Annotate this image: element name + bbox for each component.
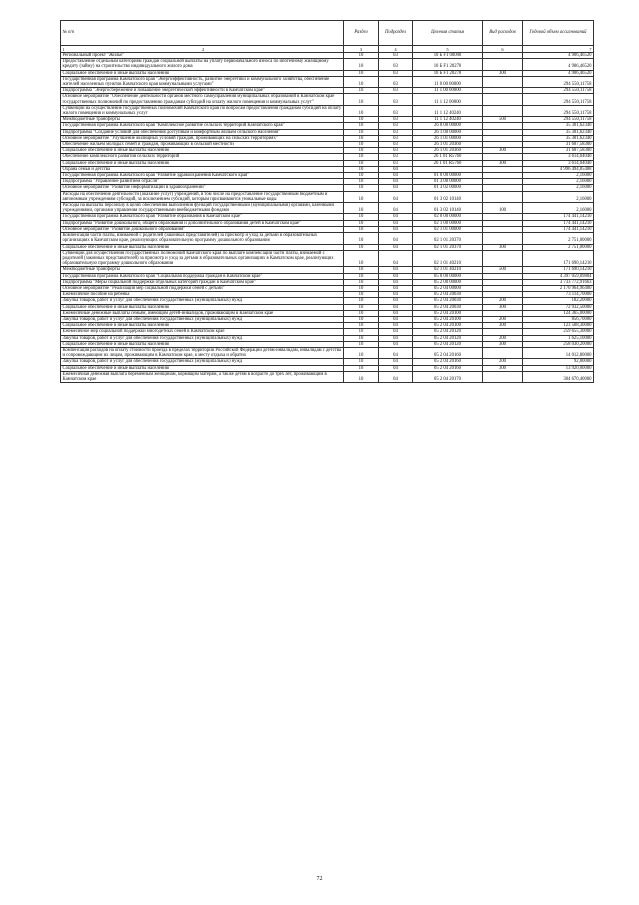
column-number-2: 2	[202, 46, 205, 52]
row-subsection: 03	[379, 154, 413, 160]
row-name: Социальное обеспечение и иные выплаты населению	[61, 148, 344, 154]
row-subsection: 04	[379, 292, 413, 298]
column-number	[61, 46, 344, 53]
row-section: 10	[344, 233, 379, 244]
row-annual-volume: 304 670,40000	[523, 371, 594, 382]
table-row	[61, 203, 594, 214]
row-expense-type: 300	[483, 304, 523, 310]
row-subsection: 03	[379, 105, 413, 116]
row-section: 10	[344, 59, 379, 70]
row-article: 01 0 00 00000	[413, 173, 483, 179]
header-expense-type: Вид расходов	[483, 21, 523, 46]
row-name: Основное мероприятие "Обеспечение деятельности органов местного самоуправления муниципальных образований в Камчатском крае государственных полномочий по предоставлению гражданам субсидий на оплату жилого помещения и коммунальных услуг"	[61, 94, 344, 105]
row-article: 11 1 12 00000	[413, 94, 483, 105]
column-number-7: 7	[523, 46, 594, 53]
row-article: 05 2 04 20160	[413, 359, 483, 365]
column-number-1: 1	[62, 46, 65, 52]
table-row	[61, 371, 594, 382]
row-subsection: 04	[379, 244, 413, 250]
row-expense-type: 300	[483, 323, 523, 329]
row-expense-type: 300	[483, 341, 523, 347]
row-expense-type: 100	[483, 203, 523, 214]
row-section: 10	[344, 226, 379, 232]
row-annual-volume: 35 301,62340	[523, 129, 594, 135]
row-name: Основное мероприятие "Улучшение жилищных условий граждан, проживающих на сельских территориях"	[61, 135, 344, 141]
row-name: Социальное обеспечение и иные выплаты населению	[61, 244, 344, 250]
row-name: Основное мероприятие "Развитие информатизации в здравоохранении"	[61, 185, 344, 191]
row-article: 05 2 00 00000	[413, 279, 483, 285]
row-section: 10	[344, 359, 379, 365]
row-section: 10	[344, 316, 379, 322]
row-subsection: 04	[379, 273, 413, 279]
row-article: 26 1 01 R5760	[413, 160, 483, 166]
row-annual-volume: 2,16000	[523, 203, 594, 214]
row-name: Подпрограмма "Управление развитием отрасли"	[61, 179, 344, 185]
row-annual-volume: 1 625,10000	[523, 335, 594, 341]
row-name: Государственная программа Камчатского края "Развитие здравоохранения Камчатского края"	[61, 173, 344, 179]
row-subsection: 04	[379, 347, 413, 358]
row-name: Межбюджетные трансферты	[61, 117, 344, 123]
row-expense-type: 500	[483, 267, 523, 273]
row-article: 11 1 12 40240	[413, 105, 483, 116]
row-expense-type	[483, 59, 523, 70]
row-section: 10	[344, 267, 379, 273]
row-annual-volume: 259 655,30000	[523, 329, 594, 335]
row-subsection: 03	[379, 76, 413, 87]
column-number-6: 6	[483, 46, 523, 53]
row-article: 05 2 04 20100	[413, 316, 483, 322]
row-name: Закупка товаров, работ и услуг для обеспечения государственных (муниципальных) нужд	[61, 359, 344, 365]
header-article: Целевая статья	[413, 21, 483, 46]
row-section: 10	[344, 365, 379, 371]
row-subsection: 04	[379, 329, 413, 335]
row-subsection: 03	[379, 53, 413, 59]
row-annual-volume: 4 906,46520	[523, 70, 594, 76]
row-expense-type	[483, 250, 523, 267]
row-subsection: 03	[379, 160, 413, 166]
row-name: Государственная программа Камчатского края "Социальная поддержка граждан в Камчатском крае"	[61, 273, 344, 279]
row-expense-type	[483, 347, 523, 358]
row-name: Основное мероприятие "Реализация мер социальной поддержки семей с детьми"	[61, 285, 344, 291]
column-number-3: 3	[344, 46, 379, 53]
row-name: Региональный проект "Жилье"	[61, 53, 344, 59]
row-article: 26 0 00 00000	[413, 123, 483, 129]
row-section: 10	[344, 70, 379, 76]
row-name: Закупка товаров, работ и услуг для обеспечения государственных (муниципальных) нужд	[61, 298, 344, 304]
row-name: Социальное обеспечение и иные выплаты населению	[61, 323, 344, 329]
row-annual-volume: 2,16000	[523, 173, 594, 179]
row-article: 02 0 00 00000	[413, 214, 483, 220]
row-article: 01 3 02 00000	[413, 185, 483, 191]
row-expense-type	[483, 94, 523, 105]
row-annual-volume: 72 932,50000	[523, 304, 594, 310]
row-annual-volume: 4 906,46520	[523, 59, 594, 70]
row-name: Социальное обеспечение и иные выплаты населению	[61, 160, 344, 166]
row-section: 10	[344, 148, 379, 154]
row-subsection: 04	[379, 365, 413, 371]
row-name: Подпрограмма "Создание условий для обеспечения доступным и комфортным жильем сельского населения"	[61, 129, 344, 135]
row-article: 05 2 04 20030	[413, 304, 483, 310]
row-subsection: 04	[379, 279, 413, 285]
row-subsection: 03	[379, 70, 413, 76]
row-section: 10	[344, 323, 379, 329]
row-annual-volume: 294 550,11758	[523, 117, 594, 123]
row-article: 05 2 04 20100	[413, 310, 483, 316]
table-row	[61, 94, 594, 105]
row-annual-volume: 258 030,20000	[523, 341, 594, 347]
row-annual-volume: 92,80000	[523, 359, 594, 365]
row-article: 26 1 01 20360	[413, 148, 483, 154]
row-subsection: 04	[379, 191, 413, 202]
row-annual-volume: 4 996 494,85488	[523, 166, 594, 172]
row-name: Социальное обеспечение и иные выплаты населению	[61, 365, 344, 371]
row-name: Подпрограмма "Энергосбережение и повышение энергетической эффективности в Камчатском крае"	[61, 88, 344, 94]
row-subsection: 04	[379, 310, 413, 316]
row-subsection: 04	[379, 214, 413, 220]
row-article: 05 2 04 20030	[413, 298, 483, 304]
row-article: 11 1 00 00000	[413, 88, 483, 94]
row-name: Ежемесячное пособие на ребенка	[61, 292, 344, 298]
row-article: 01 3 00 00000	[413, 179, 483, 185]
row-subsection: 03	[379, 94, 413, 105]
row-section: 10	[344, 94, 379, 105]
row-expense-type	[483, 191, 523, 202]
row-name: Социальное обеспечение и иные выплаты населению	[61, 304, 344, 310]
row-article: 10 Б F1 20270	[413, 59, 483, 70]
row-subsection: 04	[379, 250, 413, 267]
row-section: 10	[344, 329, 379, 335]
row-section: 10	[344, 154, 379, 160]
row-subsection: 03	[379, 59, 413, 70]
row-subsection: 04	[379, 341, 413, 347]
row-name: Подпрограмма "Меры социальной поддержки отдельных категорий граждан в Камчатском крае"	[61, 279, 344, 285]
row-annual-volume: 2,16000	[523, 179, 594, 185]
row-annual-volume: 123 508,30000	[523, 323, 594, 329]
header-name: № п/п	[61, 21, 344, 46]
row-annual-volume: 294 550,11758	[523, 88, 594, 94]
table-row	[61, 191, 594, 202]
row-article: 10 Б F1 00000	[413, 53, 483, 59]
row-subsection: 04	[379, 267, 413, 273]
table-row	[61, 76, 594, 87]
row-subsection: 04	[379, 359, 413, 365]
row-annual-volume: 14 012,80000	[523, 347, 594, 358]
row-subsection: 04	[379, 226, 413, 232]
row-subsection: 04	[379, 371, 413, 382]
table-row	[61, 105, 594, 116]
row-article: 02 1 00 00000	[413, 220, 483, 226]
row-name: Обеспечение комплексного развития сельских территорий	[61, 154, 344, 160]
row-section: 10	[344, 117, 379, 123]
row-annual-volume: 3 614,04040	[523, 160, 594, 166]
column-number-5: 5	[413, 46, 483, 53]
row-article: 05 2 04 20120	[413, 341, 483, 347]
row-name: Подпрограмма "Развитие дошкольного, общего образования и дополнительного образования детей в Камчатском крае"	[61, 220, 344, 226]
row-annual-volume: 294 550,11758	[523, 76, 594, 87]
row-section: 10	[344, 310, 379, 316]
row-section: 10	[344, 53, 379, 59]
row-article: 02 1 01 20370	[413, 244, 483, 250]
row-subsection: 04	[379, 166, 413, 172]
row-expense-type: 300	[483, 160, 523, 166]
row-article: 11 1 12 40240	[413, 117, 483, 123]
row-annual-volume: 31 687,58300	[523, 148, 594, 154]
row-name: Закупка товаров, работ и услуг для обеспечения государственных (муниципальных) нужд	[61, 316, 344, 322]
row-annual-volume: 2 751,00000	[523, 233, 594, 244]
row-expense-type: 200	[483, 316, 523, 322]
row-annual-volume: 4 397 059,09804	[523, 273, 594, 279]
column-number-4: 4	[379, 46, 413, 53]
row-section: 10	[344, 166, 379, 172]
table-row	[61, 347, 594, 358]
row-section: 10	[344, 244, 379, 250]
row-name: Межбюджетные трансферты	[61, 267, 344, 273]
row-expense-type	[483, 233, 523, 244]
row-subsection: 03	[379, 142, 413, 148]
row-annual-volume: 35 301,62340	[523, 135, 594, 141]
row-expense-type: 300	[483, 365, 523, 371]
row-expense-type	[483, 76, 523, 87]
row-section: 10	[344, 279, 379, 285]
row-annual-volume: 174 441,14210	[523, 220, 594, 226]
row-article: 26 1 01 00000	[413, 135, 483, 141]
row-name: Субвенции для осуществления государственных полномочий Камчатского края по выплате компенсации части платы, взимаемой с родителей (законных представителей) за присмотр и уход за детьми в образовательных организациях в Камчатском крае, реализующих образовательную программу дошкольного образования	[61, 250, 344, 267]
row-annual-volume: 294 550,11758	[523, 94, 594, 105]
row-article: 05 2 04 00000	[413, 285, 483, 291]
row-annual-volume: 2,16000	[523, 191, 594, 202]
row-article: 05 2 04 20030	[413, 292, 483, 298]
row-name: Социальное обеспечение и иные выплаты населению	[61, 341, 344, 347]
table-body	[61, 46, 594, 383]
row-annual-volume: 182,20000	[523, 298, 594, 304]
row-article: 02 1 01 00000	[413, 226, 483, 232]
row-annual-volume: 174 441,14210	[523, 214, 594, 220]
row-article: 05 2 04 20120	[413, 335, 483, 341]
row-name: Социальное обеспечение и иные выплаты населению	[61, 70, 344, 76]
row-name: Государственная программа Камчатского края "Комплексное развитие сельских территорий Камчатского края"	[61, 123, 344, 129]
row-article: 02 1 01 40210	[413, 250, 483, 267]
row-article: 05 2 04 20120	[413, 329, 483, 335]
row-subsection: 04	[379, 173, 413, 179]
row-section: 10	[344, 123, 379, 129]
row-subsection: 04	[379, 323, 413, 329]
row-article: 11 0 00 00000	[413, 76, 483, 87]
row-article: 05 2 04 20160	[413, 365, 483, 371]
row-subsection: 03	[379, 117, 413, 123]
row-annual-volume: 856,70000	[523, 316, 594, 322]
row-annual-volume: 3 733 772,91663	[523, 279, 594, 285]
row-subsection: 04	[379, 233, 413, 244]
row-section: 10	[344, 285, 379, 291]
row-name: Расходы на обеспечение деятельности (оказание услуг) учреждений, в том числе на предоставление государственным бюджетным и автономным учреждениям субсидий, за исключением субсидий, которым присваиваются уникальные коды	[61, 191, 344, 202]
row-name: Закупка товаров, работ и услуг для обеспечения государственных (муниципальных) нужд	[61, 335, 344, 341]
row-name: Ежемесячное мер социальной поддержки многодетных семей в Камчатском крае	[61, 329, 344, 335]
row-annual-volume: 13 920,00000	[523, 365, 594, 371]
row-section: 10	[344, 335, 379, 341]
row-article: 26 1 01 R5760	[413, 154, 483, 160]
row-section: 10	[344, 203, 379, 214]
row-subsection: 04	[379, 304, 413, 310]
row-article: 02 1 01 40210	[413, 267, 483, 273]
row-expense-type: 300	[483, 244, 523, 250]
row-subsection: 03	[379, 123, 413, 129]
row-section: 10	[344, 76, 379, 87]
table-row	[61, 233, 594, 244]
row-subsection: 04	[379, 335, 413, 341]
row-article: 01 3 02 10140	[413, 191, 483, 202]
row-annual-volume: 171 690,14210	[523, 250, 594, 267]
row-subsection: 04	[379, 220, 413, 226]
page-number: 72	[316, 876, 323, 882]
row-article: 05 0 00 00000	[413, 273, 483, 279]
row-section: 10	[344, 298, 379, 304]
row-annual-volume: 2 751,00000	[523, 244, 594, 250]
row-name: Компенсация части платы, взимаемой с родителей (законных представителей) за присмотр и уход за детьми в образовательных организациях в Камчатском крае, реализующих образовательную программу дошкольного образования	[61, 233, 344, 244]
row-annual-volume: 124 365,00000	[523, 310, 594, 316]
row-expense-type: 200	[483, 335, 523, 341]
row-annual-volume: 174 441,14210	[523, 226, 594, 232]
row-article: 01 3 02 10140	[413, 203, 483, 214]
row-section: 10	[344, 347, 379, 358]
row-expense-type: 500	[483, 117, 523, 123]
row-article: 10 Б F1 20270	[413, 70, 483, 76]
row-article: 26 1 01 20360	[413, 142, 483, 148]
row-expense-type: 300	[483, 70, 523, 76]
row-subsection: 03	[379, 148, 413, 154]
row-section: 10	[344, 88, 379, 94]
row-name: Субвенции на осуществление государственных полномочий Камчатского края по вопросам предоставления гражданам субсидий на оплату жилого помещения и коммунальных услуг	[61, 105, 344, 116]
row-expense-type: 200	[483, 298, 523, 304]
row-expense-type	[483, 105, 523, 116]
row-subsection: 04	[379, 179, 413, 185]
row-name: Обеспечение жильем молодых семей и граждан, проживающих в сельской местности	[61, 142, 344, 148]
row-name: Государственная программа Камчатского края "Энергоэффективность, развитие энергетики и коммунального хозяйства, обеспечение жителей населенных пунктов Камчатского края коммунальными услугами"	[61, 76, 344, 87]
row-annual-volume: 2 170 964,96400	[523, 285, 594, 291]
column-numbers-row	[61, 46, 594, 53]
row-name: Расходы на выплаты персоналу в целях обеспечения выполнения функций государственными (муниципальными) органами, казенными учреждениями, органами управления государственными внебюджетными фондами	[61, 203, 344, 214]
row-section: 10	[344, 173, 379, 179]
row-section: 10	[344, 135, 379, 141]
budget-table	[60, 20, 594, 383]
row-article: 05 2 04 20160	[413, 347, 483, 358]
row-name: Охрана семьи и детства	[61, 166, 344, 172]
row-section: 10	[344, 341, 379, 347]
row-annual-volume: 3 614,04040	[523, 154, 594, 160]
row-section: 10	[344, 129, 379, 135]
row-section: 10	[344, 220, 379, 226]
row-section: 10	[344, 304, 379, 310]
row-section: 10	[344, 292, 379, 298]
row-subsection: 04	[379, 285, 413, 291]
table-header-row	[61, 21, 594, 46]
row-subsection: 04	[379, 203, 413, 214]
row-annual-volume: 294 550,11758	[523, 105, 594, 116]
row-subsection: 04	[379, 316, 413, 322]
row-section: 10	[344, 105, 379, 116]
row-section: 10	[344, 160, 379, 166]
row-article: 05 2 04 20100	[413, 323, 483, 329]
row-name: Компенсация расходов на оплату стоимости проезда в пределах территории Российской Федерации детям-инвалидам, инвалидам с детства и сопровождающим их лицам, проживающим в Камчатском крае, к месту отдыха и обратно	[61, 347, 344, 358]
row-article: 05 2 04 20170	[413, 371, 483, 382]
table-row	[61, 59, 594, 70]
row-name: Основное мероприятие "Развитие дошкольного образования"	[61, 226, 344, 232]
row-annual-volume: 4 906,46520	[523, 53, 594, 59]
row-name: Предоставление отдельным категориям граждан социальной выплаты на уплату первоначального взноса по ипотечному жилищному кредиту (займу) на строительство индивидуального жилого дома	[61, 59, 344, 70]
row-section: 10	[344, 185, 379, 191]
row-subsection: 03	[379, 135, 413, 141]
row-subsection: 03	[379, 88, 413, 94]
row-annual-volume: 35 301,62340	[523, 123, 594, 129]
row-annual-volume: 2,16000	[523, 185, 594, 191]
row-name: Ежемесячные денежные выплаты семьям, имеющим детей-инвалидов, проживающим в Камчатском крае	[61, 310, 344, 316]
row-section: 10	[344, 250, 379, 267]
table-row	[61, 250, 594, 267]
row-annual-volume: 73 114,70000	[523, 292, 594, 298]
row-section: 10	[344, 214, 379, 220]
row-expense-type: 200	[483, 359, 523, 365]
row-subsection: 04	[379, 298, 413, 304]
row-name: Ежемесячная денежная выплата беременным женщинам, кормящим матерям, а также детям в возрасте до трех лет, проживающим в Камчатском крае	[61, 371, 344, 382]
row-article: 02 1 01 20370	[413, 233, 483, 244]
row-section: 10	[344, 371, 379, 382]
row-annual-volume: 31 687,58300	[523, 142, 594, 148]
row-section: 10	[344, 142, 379, 148]
header-annual-volume: Годовой объем ассигнований	[523, 21, 594, 46]
row-section: 10	[344, 191, 379, 202]
row-section: 10	[344, 179, 379, 185]
row-section: 10	[344, 273, 379, 279]
row-expense-type	[483, 371, 523, 382]
row-expense-type: 300	[483, 148, 523, 154]
row-annual-volume: 171 690,14210	[523, 267, 594, 273]
header-subsection: Подраздел	[379, 21, 413, 46]
row-subsection: 04	[379, 185, 413, 191]
row-subsection: 03	[379, 129, 413, 135]
row-name: Государственная программа Камчатского края "Развитие образования в Камчатском крае"	[61, 214, 344, 220]
row-article: 26 1 00 00000	[413, 129, 483, 135]
header-section: Раздел	[344, 21, 379, 46]
